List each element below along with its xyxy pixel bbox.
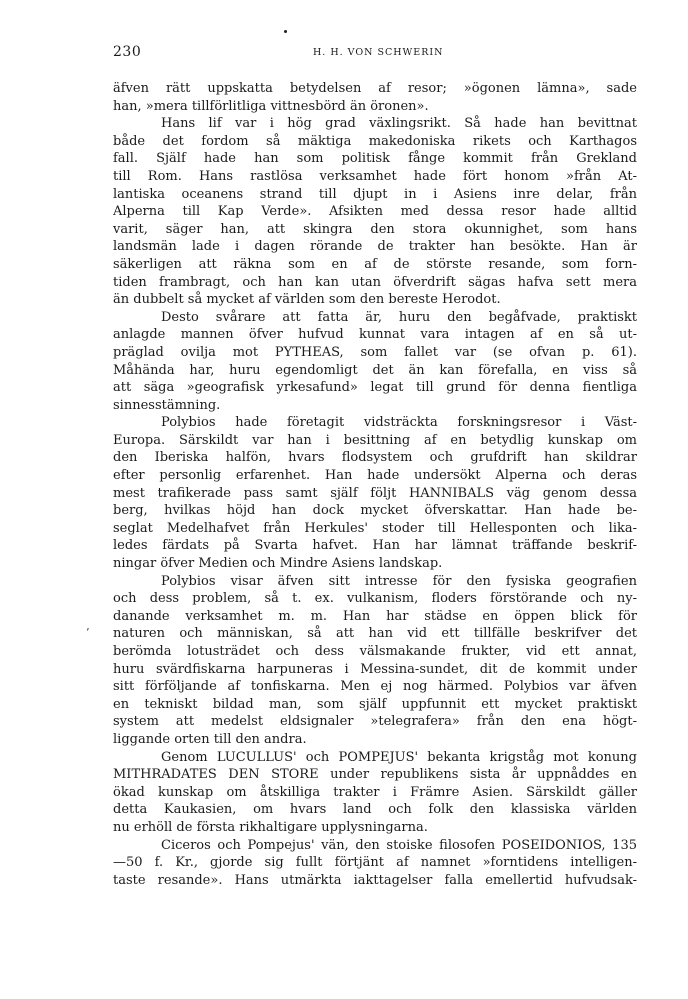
text-line: ledes färdats på Svarta hafvet. Han har lämnat träffande beskrif- bbox=[113, 538, 637, 554]
text-line: sinnesstämning. bbox=[113, 397, 221, 413]
text-line: —50 f. Kr., gjorde sig fullt förtjänt af namnet »forntidens intelligen- bbox=[113, 855, 637, 871]
text-line: MITHRADATES DEN STORE under republikens sista år uppnåddes en bbox=[113, 767, 637, 783]
text-line: system att medelst eldsignaler »telegrafera» från den ena högt- bbox=[113, 714, 637, 730]
text-line: till Rom. Hans rastlösa verksamhet hade fört honom »från At- bbox=[113, 168, 637, 184]
text-line: lantiska oceanens strand till djupt in i Asiens inre delar, från bbox=[113, 186, 637, 202]
text-line: fall. Själf hade han som politisk fånge kommit från Grekland bbox=[113, 151, 637, 167]
text-line: mest trafikerade pass samt själf följt HANNIBALS väg genom dessa bbox=[113, 485, 637, 501]
text-line: Ciceros och Pompejus' vän, den stoiske filosofen POSEIDONIOS, 135 bbox=[161, 837, 637, 853]
text-line: en tekniskt bildad man, som själf uppfunnit ett mycket praktiskt bbox=[113, 696, 637, 712]
page-header bbox=[113, 44, 637, 62]
text-line: än dubbelt så mycket af världen som den bereste Herodot. bbox=[113, 292, 501, 308]
text-line: liggande orten till den andra. bbox=[113, 731, 307, 747]
text-line: äfven rätt uppskatta betydelsen af resor; »ögonen lämna», sade bbox=[113, 81, 637, 96]
text-line: den Iberiska halfön, hvars flodsystem och grufdrift han skildrar bbox=[113, 450, 637, 466]
text-line: efter personlig erfarenhet. Han hade undersökt Alperna och deras bbox=[113, 468, 637, 484]
text-line: Hans lif var i hög grad växlingsrikt. Så hade han bevittnat bbox=[161, 116, 637, 132]
text-line: präglad ovilja mot PYTHEAS, som fallet var (se ofvan p. 61). bbox=[113, 344, 637, 360]
page-number: 230 bbox=[113, 44, 142, 60]
running-head: H. H. VON SCHWERIN bbox=[313, 47, 444, 58]
text-line: både det fordom så mäktiga makedoniska rikets och Karthagos bbox=[113, 133, 637, 149]
text-line: sitt förföljande af tonfiskarna. Men ej nog härmed. Polybios var äfven bbox=[113, 679, 637, 695]
text-line: ningar öfver Medien och Mindre Asiens landskap. bbox=[113, 556, 443, 572]
margin-mark: ’ bbox=[86, 626, 90, 639]
text-line: varit, säger han, att skingra den stora okunnighet, som hans bbox=[113, 221, 637, 237]
text-line: Måhända har, huru egendomligt det än kan förefalla, en viss så bbox=[113, 362, 637, 378]
text-line: Europa. Särskildt var han i besittning af en betydlig kunskap om bbox=[113, 432, 637, 448]
text-line: säkerligen att räkna som en af de störste resande, som forn- bbox=[113, 256, 637, 272]
text-line: och dess problem, så t. ex. vulkanism, floders förstörande och ny- bbox=[113, 591, 637, 607]
text-line: naturen och människan, så att han vid ett tillfälle beskrifver det bbox=[113, 626, 637, 642]
text-line: ökad kunskap om åtskilliga trakter i Främre Asien. Särskildt gäller bbox=[113, 784, 637, 800]
text-line: Genom LUCULLUS' och POMPEJUS' bekanta krigståg mot konung bbox=[161, 749, 637, 765]
text-line: anlagde mannen öfver hufvud kunnat vara intagen af en så ut- bbox=[113, 327, 637, 343]
text-line: Desto svårare att fatta är, huru den begåfvade, praktiskt bbox=[161, 309, 637, 325]
text-line: landsmän lade i dagen rörande de trakter han besökte. Han är bbox=[113, 239, 637, 255]
text-line: detta Kaukasien, om hvars land och folk den klassiska världen bbox=[113, 802, 637, 818]
text-line: taste resande». Hans utmärkta iakttagelser falla emellertid hufvudsak- bbox=[113, 872, 637, 888]
text-line: Polybios hade företagit vidsträckta forskningsresor i Väst- bbox=[161, 415, 637, 431]
text-line: berömda lotusträdet och dess välsmakande frukter, vid ett annat, bbox=[113, 644, 637, 659]
text-line: Alperna till Kap Verde». Afsikten med dessa resor hade alltid bbox=[113, 204, 637, 220]
body-text bbox=[113, 80, 637, 889]
text-line: nu erhöll de första rikhaltigare upplysningarna. bbox=[113, 819, 428, 835]
text-line: han, »mera tillförlitliga vittnesbörd än öronen». bbox=[113, 98, 429, 114]
text-line: seglat Medelhafvet från Herkules' stoder till Hellesponten och lika- bbox=[113, 520, 637, 536]
text-line: berg, hvilkas höjd han dock mycket öfverskattar. Han hade be- bbox=[113, 503, 637, 519]
print-dot bbox=[284, 30, 287, 33]
text-line: att säga »geografisk yrkesafund» legat till grund för denna fientliga bbox=[113, 380, 637, 396]
text-line: huru svärdfiskarna harpuneras i Messina-sundet, dit de kommit under bbox=[113, 661, 637, 677]
text-line: tiden frambragt, och han kan utan öfverdrift sägas hafva sett mera bbox=[113, 274, 637, 290]
text-line: danande verksamhet m. m. Han har städse en öppen blick för bbox=[113, 608, 637, 624]
text-line: Polybios visar äfven sitt intresse för den fysiska geografien bbox=[161, 573, 637, 589]
